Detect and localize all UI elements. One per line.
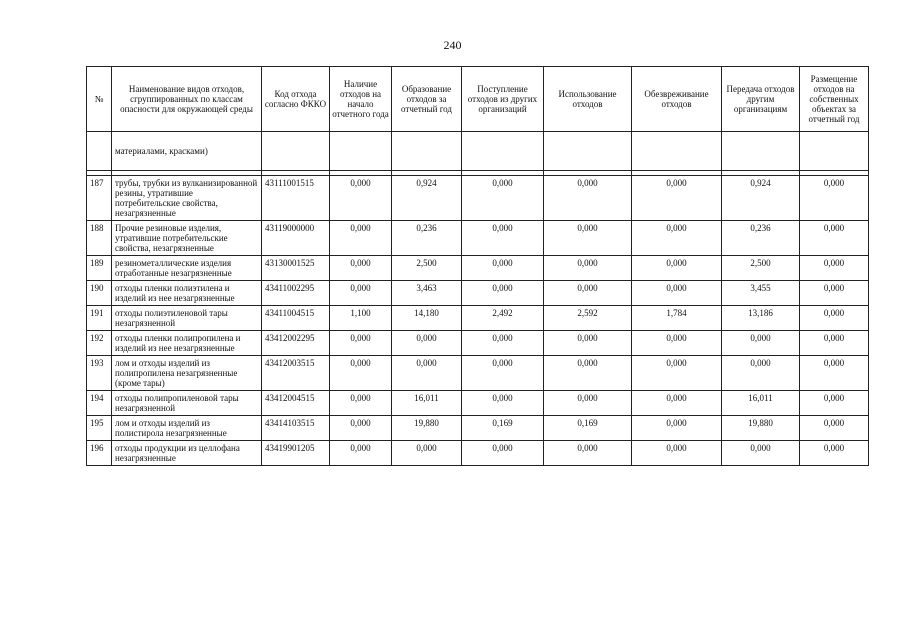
row-number: 190 <box>87 281 112 306</box>
received-value: 0,000 <box>462 331 544 356</box>
neutralized-value: 0,000 <box>632 221 722 256</box>
initial-stock-value: 0,000 <box>330 416 392 441</box>
placed-value: 0,000 <box>800 441 869 466</box>
received-value: 0,000 <box>462 176 544 221</box>
neutralized-value: 1,784 <box>632 306 722 331</box>
table-row <box>87 356 869 391</box>
generation-value: 3,463 <box>392 281 462 306</box>
row-number: 193 <box>87 356 112 391</box>
waste-name: отходы пленки полиэтилена и изделий из нее незагрязненные <box>112 281 262 306</box>
table-row <box>87 221 869 256</box>
row-number: 194 <box>87 391 112 416</box>
used-value: 0,000 <box>544 331 632 356</box>
header-used: Использование отходов <box>544 67 632 132</box>
table-row <box>87 441 869 466</box>
header-waste-code: Код отхода согласно ФККО <box>262 67 330 132</box>
table-row <box>87 256 869 281</box>
generation-value: 0,000 <box>392 331 462 356</box>
waste-name: лом и отходы изделий из полистирола незагрязненные <box>112 416 262 441</box>
placed-value: 0,000 <box>800 281 869 306</box>
empty-cell <box>632 132 722 171</box>
received-value: 0,000 <box>462 356 544 391</box>
used-value: 0,000 <box>544 221 632 256</box>
neutralized-value: 0,000 <box>632 176 722 221</box>
waste-code: 43419901205 <box>262 441 330 466</box>
generation-value: 0,924 <box>392 176 462 221</box>
header-neutralized: Обезвреживание отходов <box>632 67 722 132</box>
used-value: 0,000 <box>544 281 632 306</box>
waste-code: 43411004515 <box>262 306 330 331</box>
header-generation: Образование отходов за отчетный год <box>392 67 462 132</box>
transferred-value: 0,000 <box>722 331 800 356</box>
header-transferred: Передача отходов другим организациям <box>722 67 800 132</box>
page-number: 240 <box>443 38 462 52</box>
used-value: 0,000 <box>544 391 632 416</box>
initial-stock-value: 0,000 <box>330 356 392 391</box>
empty-cell <box>800 132 869 171</box>
used-value: 0,169 <box>544 416 632 441</box>
table-row <box>87 416 869 441</box>
waste-name: отходы продукции из целлофана незагрязненные <box>112 441 262 466</box>
used-value: 0,000 <box>544 441 632 466</box>
empty-cell <box>330 132 392 171</box>
row-number: 191 <box>87 306 112 331</box>
received-value: 0,000 <box>462 391 544 416</box>
transferred-value: 19,880 <box>722 416 800 441</box>
generation-value: 19,880 <box>392 416 462 441</box>
row-number: 189 <box>87 256 112 281</box>
continuation-name: материалами, красками) <box>112 132 262 171</box>
transferred-value: 0,236 <box>722 221 800 256</box>
used-value: 0,000 <box>544 176 632 221</box>
initial-stock-value: 0,000 <box>330 281 392 306</box>
waste-name: отходы пленки полипропилена и изделий из нее незагрязненные <box>112 331 262 356</box>
row-number: 188 <box>87 221 112 256</box>
neutralized-value: 0,000 <box>632 256 722 281</box>
transferred-value: 0,924 <box>722 176 800 221</box>
initial-stock-value: 1,100 <box>330 306 392 331</box>
waste-name: лом и отходы изделий из полипропилена незагрязненные (кроме тары) <box>112 356 262 391</box>
neutralized-value: 0,000 <box>632 416 722 441</box>
generation-value: 2,500 <box>392 256 462 281</box>
empty-cell <box>392 132 462 171</box>
waste-name: отходы полиэтиленовой тары незагрязненной <box>112 306 262 331</box>
header-received: Поступление отходов из других организаций <box>462 67 544 132</box>
waste-name: Прочие резиновые изделия, утратившие потребительские свойства, незагрязненные <box>112 221 262 256</box>
placed-value: 0,000 <box>800 176 869 221</box>
generation-value: 16,011 <box>392 391 462 416</box>
used-value: 0,000 <box>544 256 632 281</box>
waste-code: 43412004515 <box>262 391 330 416</box>
table-header-row <box>87 67 869 132</box>
received-value: 0,000 <box>462 221 544 256</box>
placed-value: 0,000 <box>800 391 869 416</box>
generation-value: 0,000 <box>392 441 462 466</box>
waste-code: 43412003515 <box>262 356 330 391</box>
table-row <box>87 281 869 306</box>
received-value: 0,000 <box>462 441 544 466</box>
placed-value: 0,000 <box>800 331 869 356</box>
transferred-value: 0,000 <box>722 356 800 391</box>
table-row <box>87 306 869 331</box>
generation-value: 0,236 <box>392 221 462 256</box>
table-row <box>87 331 869 356</box>
generation-value: 14,180 <box>392 306 462 331</box>
header-placed: Размещение отходов на собственных объектах за отчетный год <box>800 67 869 132</box>
initial-stock-value: 0,000 <box>330 441 392 466</box>
waste-code: 43130001525 <box>262 256 330 281</box>
placed-value: 0,000 <box>800 356 869 391</box>
initial-stock-value: 0,000 <box>330 256 392 281</box>
waste-name: резинометаллические изделия отработанные незагрязненные <box>112 256 262 281</box>
placed-value: 0,000 <box>800 306 869 331</box>
waste-name: отходы полипропиленовой тары незагрязненной <box>112 391 262 416</box>
placed-value: 0,000 <box>800 416 869 441</box>
placed-value: 0,000 <box>800 256 869 281</box>
row-number: 192 <box>87 331 112 356</box>
placed-value: 0,000 <box>800 221 869 256</box>
transferred-value: 0,000 <box>722 441 800 466</box>
continuation-num <box>87 132 112 171</box>
neutralized-value: 0,000 <box>632 391 722 416</box>
neutralized-value: 0,000 <box>632 441 722 466</box>
table-row <box>87 176 869 221</box>
neutralized-value: 0,000 <box>632 356 722 391</box>
empty-cell <box>544 132 632 171</box>
used-value: 0,000 <box>544 356 632 391</box>
received-value: 0,169 <box>462 416 544 441</box>
initial-stock-value: 0,000 <box>330 331 392 356</box>
neutralized-value: 0,000 <box>632 281 722 306</box>
generation-value: 0,000 <box>392 356 462 391</box>
continuation-row <box>87 132 869 171</box>
header-waste-name: Наименование видов отходов, сгруппированных по классам опасности для окружающей среды <box>112 67 262 132</box>
row-number: 187 <box>87 176 112 221</box>
received-value: 0,000 <box>462 281 544 306</box>
transferred-value: 13,186 <box>722 306 800 331</box>
transferred-value: 2,500 <box>722 256 800 281</box>
neutralized-value: 0,000 <box>632 331 722 356</box>
waste-report-table <box>86 66 869 466</box>
empty-cell <box>262 132 330 171</box>
header-number: № <box>87 67 112 132</box>
received-value: 0,000 <box>462 256 544 281</box>
received-value: 2,492 <box>462 306 544 331</box>
empty-cell <box>722 132 800 171</box>
header-initial-stock: Наличие отходов на начало отчетного года <box>330 67 392 132</box>
row-number: 196 <box>87 441 112 466</box>
waste-code: 43414103515 <box>262 416 330 441</box>
waste-code: 43119000000 <box>262 221 330 256</box>
waste-code: 43411002295 <box>262 281 330 306</box>
initial-stock-value: 0,000 <box>330 176 392 221</box>
table-row <box>87 391 869 416</box>
initial-stock-value: 0,000 <box>330 221 392 256</box>
waste-code: 43412002295 <box>262 331 330 356</box>
row-number: 195 <box>87 416 112 441</box>
waste-name: трубы, трубки из вулканизированной резины, утратившие потребительские свойства, незагрязненные <box>112 176 262 221</box>
transferred-value: 3,455 <box>722 281 800 306</box>
waste-code: 43111001515 <box>262 176 330 221</box>
initial-stock-value: 0,000 <box>330 391 392 416</box>
used-value: 2,592 <box>544 306 632 331</box>
empty-cell <box>462 132 544 171</box>
transferred-value: 16,011 <box>722 391 800 416</box>
